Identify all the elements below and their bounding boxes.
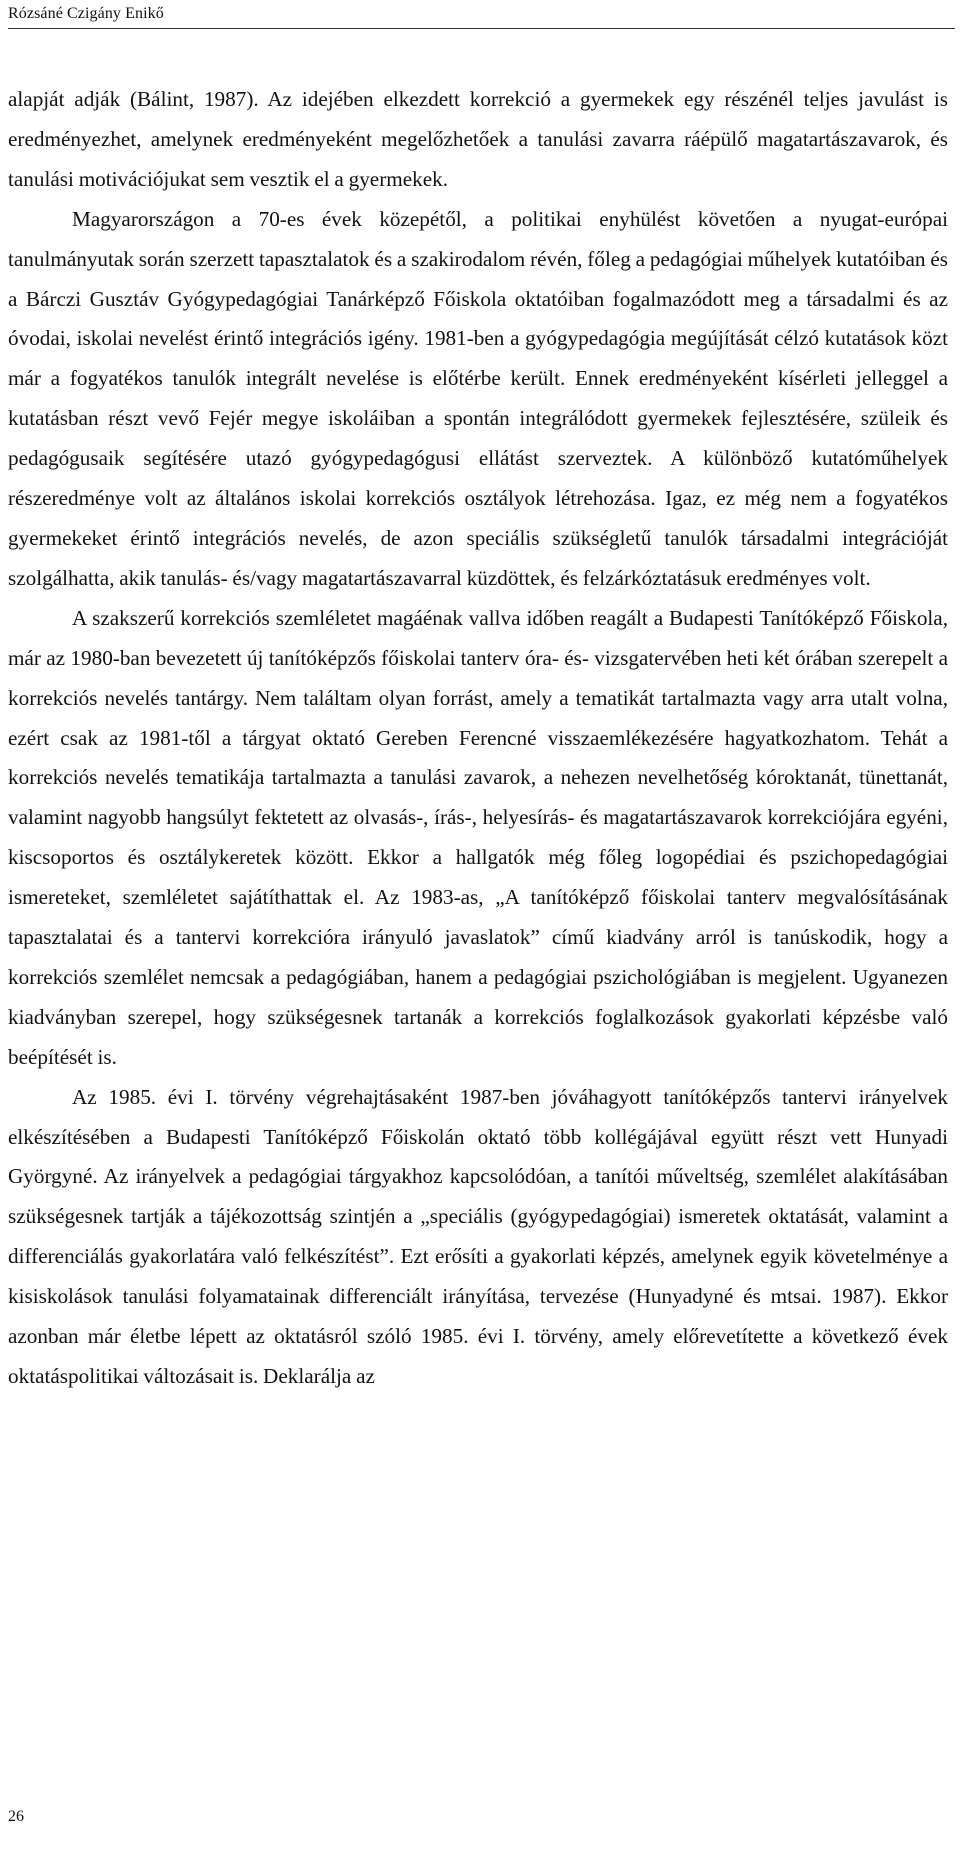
page-number: 26 — [8, 1808, 24, 1825]
header-rule — [8, 28, 955, 29]
paragraph-3: A szakszerű korrekciós szemléletet magáénak vallva időben reagált a Budapesti Tanítóképző Főiskola, már az 1980-ban bevezetett új tanítóképzős főiskolai tanterv óra- és- vizsgatervében heti két órában szerepelt a korrekciós nevelés tantárgy. Nem találtam olyan forrást, amely a tematikát tartalmazta vagy arra utalt volna, ezért csak az 1981-től a tárgyat oktató Gereben Ferencné visszaemlékezésére hagyatkozhatom. Tehát a korrekciós nevelés tematikája tartalmazta a tanulási zavarok, a nehezen nevelhetőség kóroktanát, tünettanát, valamint nagyobb hangsúlyt fektetett az olvasás-, írás-, helyesírás- és magatartászavarok korrekciójára egyéni, kiscsoportos és osztálykeretek között. Ekkor a hallgatók még főleg logopédiai és pszichopedagógiai ismereteket, szemléletet sajátíthattak el. Az 1983-as, „A tanítóképző főiskolai tanterv megvalósításának tapasztalatai és a tantervi korrekcióra irányuló javaslatok” című kiadvány arról is tanúskodik, hogy a korrekciós szemlélet nemcsak a pedagógiában, hanem a pedagógiai pszichológiában is megjelent. Ugyanezen kiadványban szerepel, hogy szükségesnek tartanák a korrekciós foglalkozások gyakorlati képzésbe való beépítését is. — [8, 605, 948, 1069]
paragraph-2: Magyarországon a 70-es évek közepétől, a politikai enyhülést követően a nyugat-európai tanulmányutak során szerzett tapasztalatok és a szakirodalom révén, főleg a pedagógiai műhelyek kutatóiban és a Bárczi Gusztáv Gyógypedagógiai Tanárképző Főiskola oktatóiban fogalmazódott meg a társadalmi és az óvodai, iskolai nevelést érintő integrációs igény. 1981-ben a gyógypedagógia megújítását célzó kutatások közt már a fogyatékos tanulók integrált nevelése is előtérbe került. Ennek eredményeként kísérleti jelleggel a kutatásban részt vevő Fejér megye iskoláiban a spontán integrálódott gyermekek fejlesztésére, szüleik és pedagógusaik segítésére utazó gyógypedagógusi ellátást szerveztek. A különböző kutatóműhelyek részeredménye volt az általános iskolai korrekciós osztályok létrehozása. Igaz, ez még nem a fogyatékos gyermekeket érintő integrációs nevelés, de azon speciális szükségletű tanulók társadalmi integrációját szolgálhatta, akik tanulás- és/vagy magatartászavarral küzdöttek, és felzárkóztatásuk eredményes volt. — [8, 206, 948, 590]
paragraph-4: Az 1985. évi I. törvény végrehajtásaként 1987-ben jóváhagyott tanítóképzős tantervi irányelvek elkészítésében a Budapesti Tanítóképző Főiskolán oktató több kollégájával együtt részt vett Hunyadi Györgyné. Az irányelvek a pedagógiai tárgyakhoz kapcsolódóan, a tanítói műveltség, szemlélet alakításában szükségesnek tartják a tájékozottság szintjén a „speciális (gyógypedagógiai) ismeretek oktatását, valamint a differenciálás gyakorlatára való felkészítést”. Ezt erősíti a gyakorlati képzés, amelynek egyik követelménye a kisiskolások tanulási folyamatainak differenciált irányítása, tervezése (Hunyadyné és mtsai. 1987). Ekkor azonban már életbe lépett az oktatásról szóló 1985. évi I. törvény, amely előrevetítette a következő évek oktatáspolitikai változásait is. Deklarálja az — [8, 1084, 948, 1388]
running-head: Rózsáné Czigány Enikő — [8, 5, 164, 22]
paragraph-1: alapját adják (Bálint, 1987). Az idejében elkezdett korrekció a gyermekek egy részénél teljes javulást is eredményezhet, amelynek eredményeként megelőzhetőek a tanulási zavarra ráépülő magatartászavarok, és tanulási motivációjukat sem vesztik el a gyermekek. — [8, 87, 948, 191]
body-text — [8, 80, 948, 1397]
